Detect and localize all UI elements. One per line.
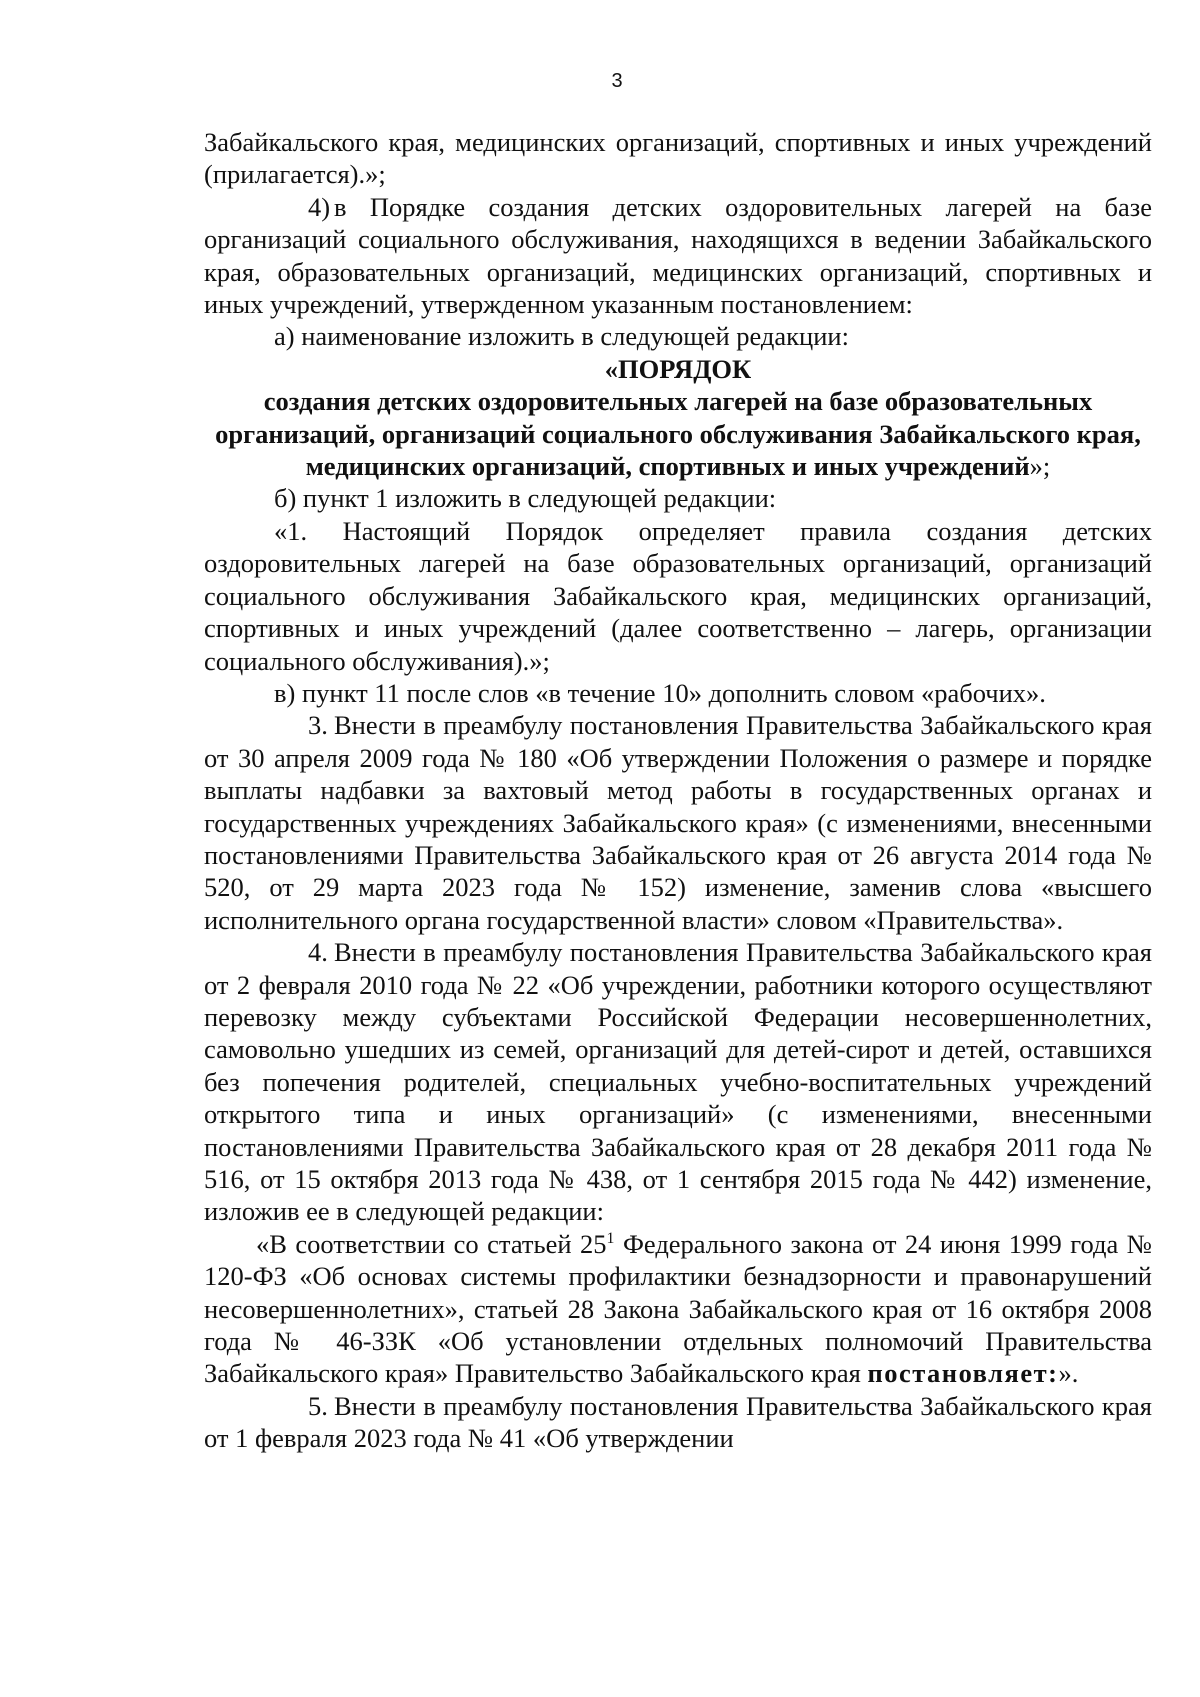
paragraph: в) пункт 11 после слов «в течение 10» дополнить словом «рабочих». [274, 677, 1046, 708]
paragraph: Забайкальского края, медицинских организаций, спортивных и иных учреждений (прилагается).»; [204, 127, 1152, 190]
item-number: 3. [308, 710, 328, 741]
paragraph-item-5 [204, 1390, 1152, 1455]
document-body [204, 126, 1152, 1455]
quote-end: ». [1058, 1358, 1079, 1389]
heading-subtitle-text: создания детских оздоровительных лагерей на базе образовательных организаций, организаций социального обслуживания Забайкальского края, медицинских организаций, спортивных и иных учреждений [215, 386, 1141, 482]
item-text: в Порядке создания детских оздоровительных лагерей на базе организаций социального обслуживания, находящихся в ведении Забайкальского края, образовательных организаций, медицинских организаций, спортивных и иных учреждений, утвержденном указанным постановлением: [204, 191, 1152, 320]
paragraph: б) пункт 1 изложить в следующей редакции: [274, 483, 777, 514]
item-text: Внести в преамбулу постановления Правительства Забайкальского края от 30 апреля 2009 года № 180 «Об утверждении Положения о размере и порядке выплаты надбавки за вахтовый метод работы в государственных органах и государственных учреждениях Забайкальского края» (с изменениями, внесенными постановлениями Правительства Забайкальского края от 26 августа 2014 года № 520, от 29 марта 2023 года № 152) изменение, заменив слова «высшего исполнительного органа государственной власти» словом «Правительства». [204, 710, 1152, 935]
quote-text-a: «В соответствии со статьей 25 [256, 1228, 607, 1259]
paragraph: а) наименование изложить в следующей редакции: [274, 321, 849, 352]
item-number: 4. [308, 937, 328, 968]
heading-title: «ПОРЯДОК [604, 353, 752, 384]
paragraph: «1. Настоящий Порядок определяет правила создания детских оздоровительных лагерей на базе образовательных организаций, организаций социального обслуживания Забайкальского края, медицинских организаций, спортивных и иных учреждений (далее соответственно – лагерь, организации социального обслуживания).»; [204, 515, 1152, 676]
quote-bold: постановляет: [867, 1358, 1059, 1389]
item-number: 4) [308, 191, 331, 222]
paragraph-item-4 [204, 191, 1152, 321]
page-number: 3 [611, 70, 623, 92]
superscript: 1 [606, 1229, 615, 1247]
item-number: 5. [308, 1390, 328, 1421]
heading-subtitle-end: »; [1029, 451, 1051, 482]
item-text: Внести в преамбулу постановления Правительства Забайкальского края от 1 февраля 2023 года № 41 «Об утверждении [204, 1390, 1152, 1454]
item-text: Внести в преамбулу постановления Правительства Забайкальского края от 2 февраля 2010 года № 22 «Об учреждении, работники которого осуществляют перевозку между субъектами Российской Федерации несовершеннолетних, самовольно ушедших из семей, организаций для детей-сирот и детей, оставшихся без попечения родителей, специальных учебно-воспитательных учреждений открытого типа и иных организаций» (с изменениями, внесенными постановлениями Правительства Забайкальского края от 28 декабря 2011 года № 516, от 15 октября 2013 года № 438, от 1 сентября 2015 года № 442) изменение, изложив ее в следующей редакции: [204, 937, 1152, 1227]
quote-text-b: Федерального закона от 24 июня 1999 года № 120-ФЗ «Об основах системы профилактики безнадзорности и правонарушений несовершеннолетних», статьей 28 Закона Забайкальского края от 16 октября 2008 года № 46-ЗЗК «Об установлении отдельных полномочий Правительства Забайкальского края» Правительство Забайкальского края [204, 1228, 1152, 1389]
heading-subtitle [204, 385, 1152, 482]
paragraph-quote [204, 1228, 1152, 1390]
paragraph-item-3 [204, 709, 1152, 936]
paragraph-item-4b [204, 936, 1152, 1228]
